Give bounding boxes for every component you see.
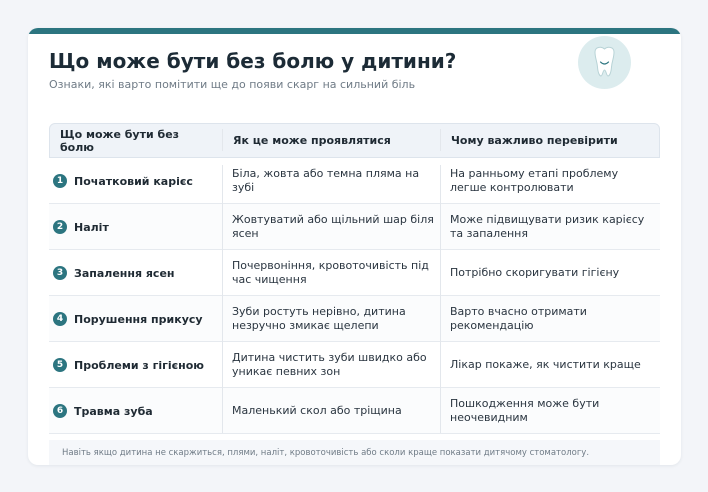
column-header-reason: Чому важливо перевірити: [451, 134, 618, 147]
tooth-icon: [578, 36, 631, 89]
table-row: [49, 204, 660, 250]
condition-name: Порушення прикусу: [74, 312, 203, 326]
table-row: [49, 342, 660, 388]
row-number-badge: 1: [53, 174, 67, 188]
condition-reason: Потрібно скоригувати гігієну: [450, 266, 620, 279]
info-card: [28, 28, 681, 465]
table-row: [49, 250, 660, 296]
condition-name: Травма зуба: [74, 404, 153, 418]
column-divider: [440, 165, 441, 433]
condition-symptom: Почервоніння, кровоточивість під час чищення: [232, 259, 429, 286]
accent-bar: [28, 28, 681, 34]
page-title: Що може бути без болю у дитини?: [49, 49, 457, 73]
column-divider: [222, 129, 223, 151]
condition-name: Наліт: [74, 220, 109, 234]
condition-reason: Пошкодження може бути неочевидним: [450, 397, 600, 424]
table-row: [49, 296, 660, 342]
condition-symptom: Зуби ростуть нерівно, дитина незручно змикає щелепи: [232, 305, 406, 332]
condition-symptom: Маленький скол або тріщина: [232, 404, 402, 417]
table-header: [49, 123, 660, 158]
row-number-badge: 5: [53, 358, 67, 372]
condition-name: Початковий карієс: [74, 174, 193, 188]
column-header-manifestation: Як це може проявлятися: [233, 134, 391, 147]
condition-reason: На ранньому етапі проблему легше контролювати: [450, 167, 619, 194]
condition-name: Запалення ясен: [74, 266, 175, 280]
condition-reason: Може підвищувати ризик карієсу та запалення: [450, 213, 645, 240]
column-divider: [440, 129, 441, 151]
condition-symptom: Біла, жовта або темна пляма на зубі: [232, 167, 420, 194]
page-subtitle: Ознаки, які варто помітити ще до появи скарг на сильний біль: [49, 78, 416, 91]
table-row: [49, 388, 660, 434]
condition-symptom: Жовтуватий або щільний шар біля ясен: [232, 213, 434, 240]
footer-note: Навіть якщо дитина не скаржиться, плями, наліт, кровоточивість або сколи краще показати дитячому стоматологу.: [49, 440, 660, 465]
table-row: [49, 158, 660, 204]
column-divider: [222, 165, 223, 433]
row-number-badge: 2: [53, 220, 67, 234]
condition-reason: Лікар покаже, як чистити краще: [450, 358, 641, 371]
condition-reason: Варто вчасно отримати рекомендацію: [450, 305, 587, 332]
symptoms-table: [49, 123, 660, 440]
row-number-badge: 6: [53, 404, 67, 418]
row-number-badge: 4: [53, 312, 67, 326]
column-header-condition: Що може бути без болю: [60, 127, 180, 154]
condition-symptom: Дитина чистить зуби швидко або уникає певних зон: [232, 351, 427, 378]
condition-name: Проблеми з гігієною: [74, 358, 204, 372]
row-number-badge: 3: [53, 266, 67, 280]
